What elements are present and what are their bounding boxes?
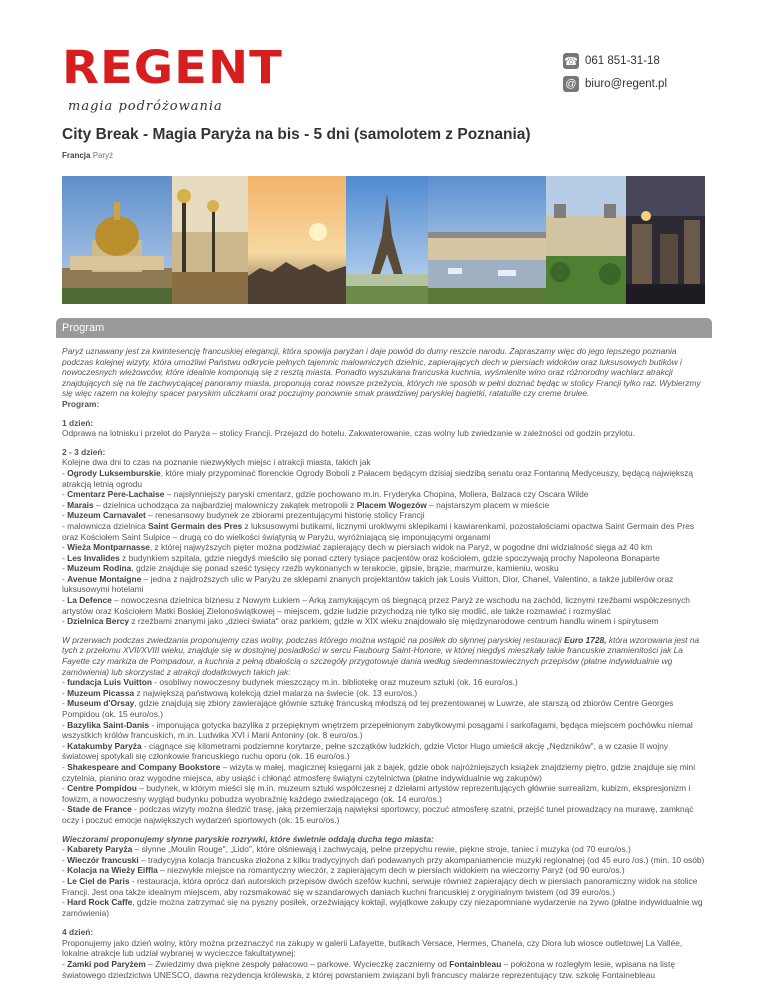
list-item: - Muzeum Rodina, gdzie znajduje się ponad sześć tysięcy rzeźb wykonanych w terakocie, gipsie, brązie, marmurze, kamieniu, wosku [62,563,559,574]
list-item: - Shakespeare and Company Bookstore – wizyta w małej, magicznej księgarni jak z bajek, gdzie obok najróżniejszych książek znajdziemy piętro, gdzie znajduje się mini czytelnia, pianino oraz wygodne miejsca, aby usiąść i chłonąć atmosferę świątyni czytelnictwa (płatne indywidualnie wg zakupów) [62,761,696,783]
photo-chateau-garden[interactable] [546,176,626,304]
list-item: - Katakumby Paryża - ciągnące się kilometrami podziemne korytarze, pełne szczątków ludzkich, gdzie Victor Hugo umieścił akcję „Nędzników", a w czasie II wojny światowej spotykali się członkowie francuskiego ruchu oporu (ok. 16 euro/os.) [62,740,669,762]
breadcrumb [62,151,113,160]
day23-lead: Kolejne dwa dni to czas na poznanie niezwykłych miejsc i atrakcji miasta, takich jak [62,457,371,468]
list-item: - Dzielnica Bercy z rzeźbami znanymi jako „dzieci świata" oraz parkiem, gdzie w XIX wieku znajdowało się międzynarodowe centrum handlu winem i spirytusem [62,616,659,627]
list-item: - Avenue Montaigne – jedna z najdroższych ulic w Paryżu ze sklepami znanych projektantów takich jak Louis Vuitton, Dior, Chanel, Valentino, a także jubilerów oraz luksusowymi hotelami [62,573,674,595]
list-item: - Wieża Montparnasse, z której najwyższych pięter można podziwiać zapierający dech w piersiach widok na Paryż, w pogodne dni widzialność sięga aż 40 km [62,542,653,553]
evenings-heading: Wieczorami proponujemy słynne paryskie rozrywki, które świetnie oddają ducha tego miasta: [62,833,434,844]
list-item: - Museum d'Orsay, gdzie znajdują się zbiory zawierające głównie sztukę francuską młodszą od tej prezentowanej w Luwrze, ale starszą od zbiorów Centre Georges Pompidou (ok. 15 euro/os.) [62,698,674,719]
list-item: - fundacja Luis Vuitton - osobliwy nowoczesny budynek mieszczący m.in. bibliotekę oraz muzeum sztuki (ok. 16 euro/os.) [62,677,518,688]
logo-tagline: magia podróżowania [68,99,223,114]
contact-email [563,73,667,95]
program-heading: Program: [62,398,100,409]
at-sign-icon: @ [563,76,579,92]
day4-lead: Proponujemy jako dzień wolny, który można przeznaczyć na zakupy w galerii Lafayette, butikach Versace, Hermes, Chanela, czy Diora lub wiosce outletowej La Vallée, lokalne atrakcje lub udział wybranej w wycieczce fakultatywnej: [62,937,683,959]
logo-wordmark: REGENT [62,41,283,95]
day4-item: - Zamki pod Paryżem – Zwiedzimy dwa piękne zespoły pałacowo – parkowe. Wycieczkę zaczniemy od Fontainbleau – położona w rozległym lesie, wpisana na listę światowego dziedzictwa UNESCO, dawna rezydencja królewska, z której powstaniem związani byli francuscy malarze reprezentujący tzw. szkołę Fontainebleau [62,959,675,980]
photo-les-invalides[interactable] [62,176,172,304]
extra-attractions-list [62,677,706,825]
photo-street-lamps[interactable] [172,176,248,304]
list-item: - Muzeum Picassa z największą państwową kolekcją dzieł malarza na świecie (ok. 13 euro/os.) [62,687,418,698]
photo-night-city[interactable] [626,176,705,304]
breadcrumb-city[interactable]: Paryż [92,151,114,160]
list-item: - Le Ciel de Paris - restauracja, która oprócz dań autorskich przepisów dwóch szefów kuchni, serwuje również zapierający dech w piersiach panoramiczny widok na stolice Francji. Jest ona także idealnym miejscem, aby rozsmakować się w szandarowych daniach kuchni francuskiej z oryginalnym twistem (od 39 euro/os.) [62,875,698,897]
email-address[interactable]: biuro@regent.pl [585,78,667,90]
list-item: - Hard Rock Caffe, gdzie można zatrzymać się na pyszny posiłek, orzeźwiający koktajl, wyjątkowe zakupy czy niezapomniane wydarzenie na żywo (płatne indywidualnie wg zamówienia) [62,897,703,918]
day23-heading: 2 - 3 dzień: [62,446,106,457]
program-content [62,346,706,980]
photo-sunset-skyline[interactable] [248,176,346,304]
list-item: - Kolacja na Wieży Eiffla – niezwykłe miejsce na romantyczny wieczór, z zapierającym dech w piersiach widokiem na wieczorny Paryż (od 90 euro/os.) [62,865,625,876]
free-time-paragraph: W przerwach podczas zwiedzania proponujemy czas wolny, podczas którego można wstąpić na posiłek do słynnej paryskiej restauracji Euro 1728, która wzorowana jest na tych z przełomu XVII/XVIII wieku, znajduje się w dostojnej posiadłości w sercu Faubourg Saint-Honore, w której niegdyś mieszkały takie francuskie znamienitości jak La Fayette czy markiza de Pompadour, a kuchnia z pełną dbałością o szczegóły przygotowuje dania według siedemnastowiecznych przepisów (płatne indywidualnie wg zamówienia) lub skorzystać z atrakcji dodatkowych takich jak: [62,634,700,677]
list-item: - Kabarety Paryża – słynne „Moulin Rouge", „Lido", które olśniewają i zachwycają, pełne przepychu rewie, piękne stroje, taniec i muzyka (od 70 euro/os.) [62,844,631,855]
day4-heading: 4 dzień: [62,927,94,938]
photo-gallery [62,176,705,304]
list-item: - La Defence – nowoczesna dzielnica biznesu z Nowym Łukiem – Arką zamykającym oś biegnącą przez Paryż ze wschodu na zachód, licznymi rzeźbami współczesnych artystów oraz Kościołem Matki Boskiej Zielonoświątkowej – miejscem, gdzie ludzie przychodzą nie tylko się modlić, ale także rozmawiać i rozmyślać [62,595,690,616]
regent-logo[interactable] [62,41,283,114]
day23-attractions-list [62,468,706,627]
list-item: - Muzeum Carnavalet – renesansowy budynek ze zbiorami prezentującymi historię stolicy Francji [62,510,425,521]
phone-number[interactable]: 061 851-31-18 [585,55,660,67]
list-item: - Les Invalides z budynkiem szpitala, gdzie niegdyś mieściło się ponad cztery tysiące pacjentów oraz kościołem, gdzie spoczywają prochy Napoleona Bonaparte [62,552,660,563]
list-item: - Centre Pompidou – budynek, w którym mieści się m.in. muzeum sztuki współczesnej z dziełami artystów reprezentujących głównie surrealizm, kubizm, ekspresjonizm i fowizm, a nowoczesny wygląd budynku pobudza wyobraźnię każdego zwiedzającego (ok. 14 euro/os.) [62,783,691,804]
evening-entertainment-list [62,844,706,918]
photo-eiffel-tower[interactable] [346,176,428,304]
phone-icon: ☎ [563,53,579,69]
list-item: - Bazylika Saint-Danis - imponująca gotycka bazylika z przepięknym wnętrzem przepełnionym zabytkowymi posągami i sarkofagami, będąca miejscem pochówku niemal wszystkich królów francuskich, m.in. Ludwika XVI i Marii Antoniny (ok. 8 euro/os.) [62,719,693,741]
day1-text: Odprawa na lotnisku i przelot do Paryża – stolicy Francji. Przejazd do hotelu. Zakwaterowanie, czas wolny lub zwiedzanie w zależności od godzin przylotu. [62,428,636,439]
list-item: - Ogrody Luksemburskie, które miały przypominać florenckie Ogrody Boboli z Pałacem będącym dzisiaj siedzibą senatu oraz Fontanną Medyceuszy, będącą największą atrakcją letnią ogrodu [62,467,694,489]
page-title: City Break - Magia Paryża na bis - 5 dni (samolotem z Poznania) [62,126,531,143]
day1-heading: 1 dzień: [62,417,94,428]
contact-phone [563,50,667,72]
list-item: - Stade de France - podczas wizyty można śledzić trasę, jaką przemierzają najwięksi sportowcy, poczuć atmosferę szatni, przejść tunel prowadzący na murawę, zamknąć oczy i poczuć emocje największych wydarzeń sportowych (ok. 15 euro/os.) [62,804,694,825]
breadcrumb-country[interactable]: Francja [62,151,91,160]
program-tab[interactable]: Program [56,318,712,338]
photo-versailles-palace[interactable] [428,176,546,304]
contact-box [563,50,667,96]
list-item: - Wieczór francuski – tradycyjna kolacja francuska złożona z kilku tradycyjnych dań podawanych przy akompaniamencie muzyki regionalnej (od 45 euro /os.) (min. 10 osób) [62,854,705,865]
intro-paragraph: Paryż uznawany jest za kwintesencję francuskiej elegancji, która spowija paryżan i daje powód do dumy reszcie narodu. Zapraszamy więc do jego lepszego poznania podczas kolejnej wizyty, która umożliwi Państwu odkrycie pełnych tajemnic malowniczych dzielnic, zapierających dech w piersiach widoków oraz luksusowych butików i nowoczesnych wieżowców, które idealnie komponują się z resztą miasta. Ponadto wyszukana francuska kuchnia, wyśmienite wino oraz różnorodny wachlarz atrakcji znajdujących się na tle zachwycającej panoramy miasta, proponują coraz nowsze przeżycia, których nie sposób w pełni doznać będąc w stolicy Francji tylko raz. Wybierzmy się więc razem na kolejny spacer paryskim uliczkami oraz poczujmy ponownie smak prawdziwej paryskiej bagietki, ratatuille czy creme brulee. [62,346,701,399]
list-item: - malownicza dzielnica Saint Germain des Pres z luksusowymi butikami, licznymi uroklwymi sklepikami i kawiarenkami, pozostałościami opactwa Saint Germain des Pres oraz Kościołem Saint Sulpice – drugą co do wielkości świątynią w Paryżu, wyróżniającą się imponującymi organami [62,520,695,542]
list-item: - Cmentarz Pere-Lachaise – najsłynniejszy paryski cmentarz, gdzie pochowano m.in. Fryderyka Chopina, Moliera, Balzaca czy Oscara Wilde [62,489,589,500]
list-item: - Marais – dzielnica uchodząca za najbardziej malowniczy zakątek metropolii z Placem Wogezów – najstarszym placem w mieście [62,499,550,510]
